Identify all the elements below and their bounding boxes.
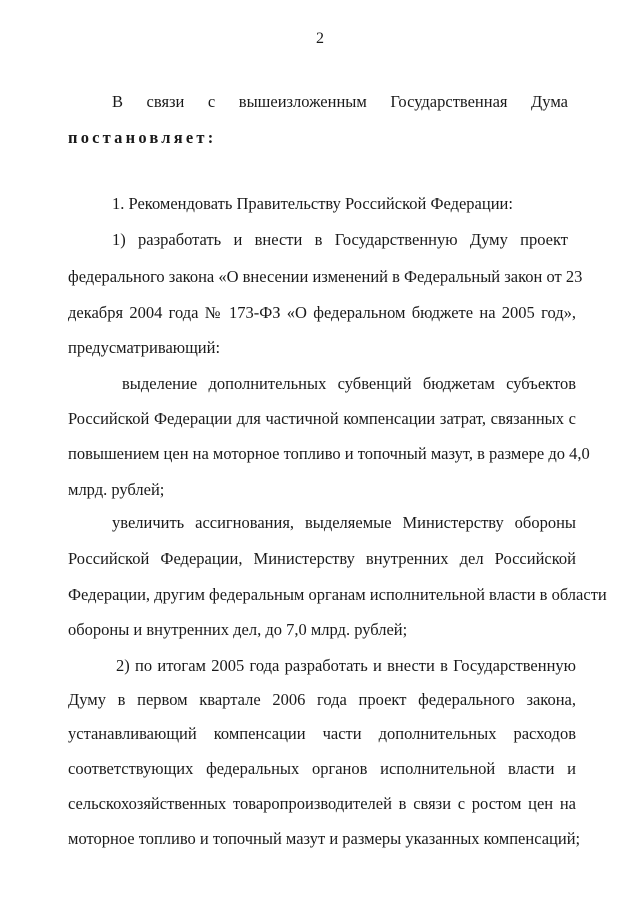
sub-item-1-line-4: предусматривающий: bbox=[68, 338, 221, 357]
sub-item-2-line-1: 2) по итогам 2005 года разработать и внести в Государственную bbox=[116, 656, 576, 675]
sub-item-2-line-5: сельскохозяйственных товаропроизводителей в связи с ростом цен на bbox=[68, 794, 576, 813]
sub-item-2-line-3: устанавливающий компенсации части дополнительных расходов bbox=[68, 724, 576, 743]
intro-line-1: В связи с вышеизложенным Государственная Дума bbox=[112, 92, 568, 111]
sub-item-2-line-4: соответствующих федеральных органов исполнительной власти и bbox=[68, 759, 576, 778]
para-b-line-1: увеличить ассигнования, выделяемые Министерству обороны bbox=[112, 513, 576, 532]
para-a-line-2: Российской Федерации для частичной компенсации затрат, связанных с bbox=[68, 409, 576, 428]
para-a-line-4: млрд. рублей; bbox=[68, 480, 165, 499]
sub-item-2-line-6: моторное топливо и топочный мазут и размеры указанных компенсаций; bbox=[68, 829, 581, 848]
sub-item-1-line-3: декабря 2004 года № 173-ФЗ «О федеральном бюджете на 2005 год», bbox=[68, 303, 576, 322]
sub-item-1-line-2: федерального закона «О внесении изменений в Федеральный закон от 23 bbox=[68, 267, 583, 286]
para-a-line-1: выделение дополнительных субвенций бюджетам субъектов bbox=[122, 374, 576, 393]
sub-item-1-line-1: 1) разработать и внести в Государственную Думу проект bbox=[112, 230, 568, 249]
resolution-word: постановляет: bbox=[68, 128, 217, 147]
page-number: 2 bbox=[316, 30, 324, 47]
item-1-heading: 1. Рекомендовать Правительству Российской Федерации: bbox=[112, 194, 513, 213]
para-b-line-2: Российской Федерации, Министерству внутренних дел Российской bbox=[68, 549, 576, 568]
sub-item-2-line-2: Думу в первом квартале 2006 года проект федерального закона, bbox=[68, 690, 576, 709]
para-b-line-4: обороны и внутренних дел, до 7,0 млрд. рублей; bbox=[68, 620, 408, 639]
para-a-line-3: повышением цен на моторное топливо и топочный мазут, в размере до 4,0 bbox=[68, 444, 590, 463]
para-b-line-3: Федерации, другим федеральным органам исполнительной власти в области bbox=[68, 585, 607, 604]
